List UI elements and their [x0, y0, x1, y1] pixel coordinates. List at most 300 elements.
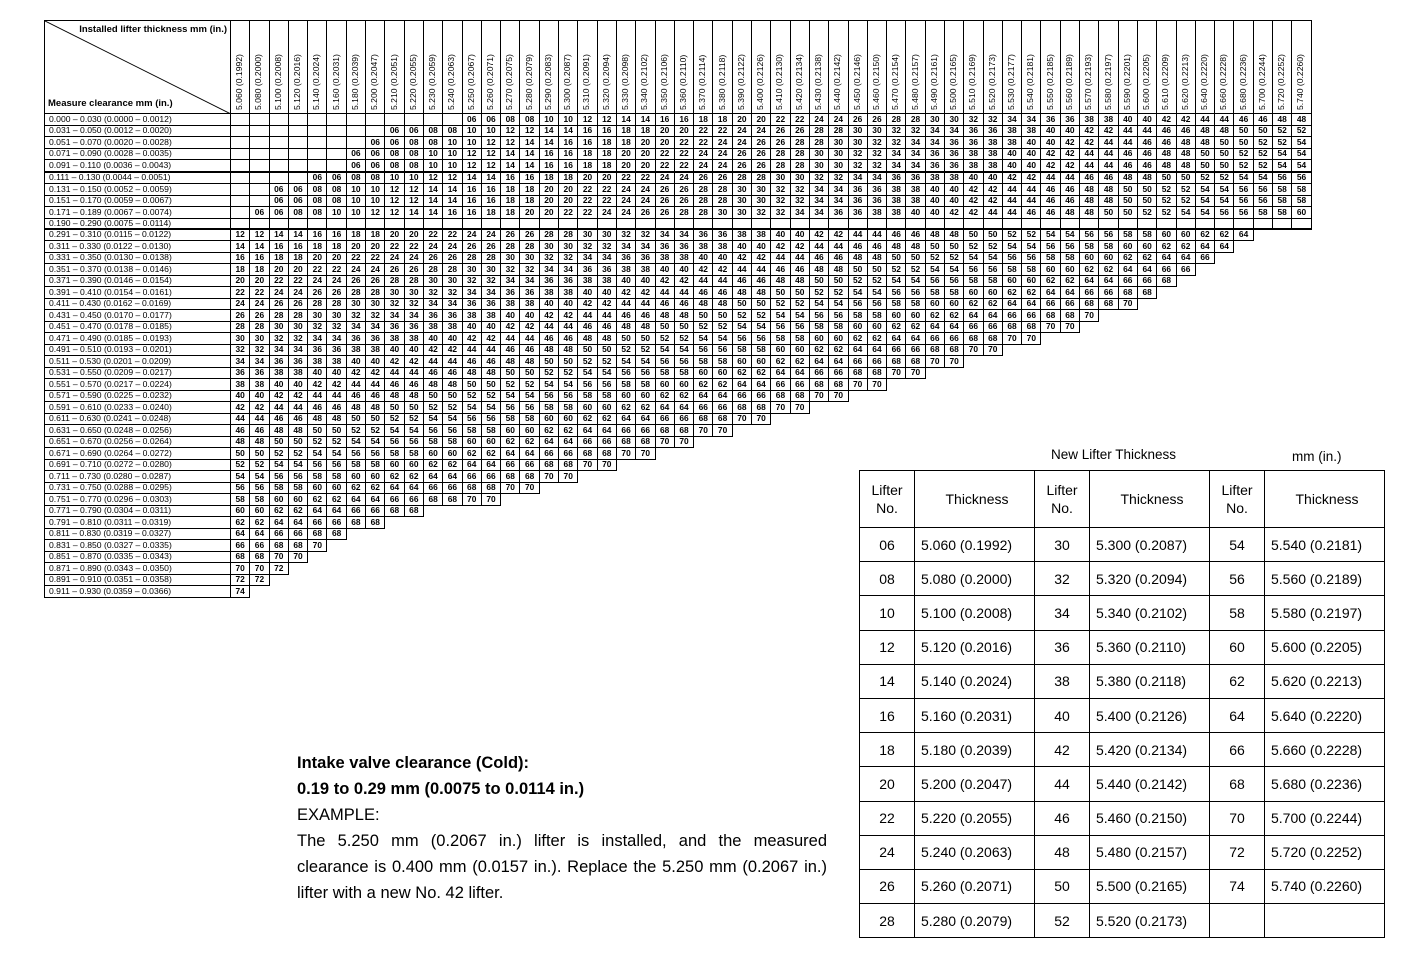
lifter-number-cell: 54	[694, 333, 713, 345]
lifter-number-cell: 66	[462, 471, 481, 483]
lifter-number-cell: 44	[752, 264, 771, 276]
lifter-number-cell: 44	[269, 402, 288, 414]
empty-cell	[1273, 367, 1292, 379]
empty-cell	[1195, 321, 1214, 333]
lifter-number-cell: 42	[423, 344, 442, 356]
lifter-number-cell: 16	[559, 148, 578, 160]
lifter-number-cell: 70	[848, 379, 867, 391]
lifter-number-cell: 64	[809, 356, 828, 368]
empty-cell	[983, 448, 1002, 460]
empty-cell	[809, 574, 828, 586]
lifter-number-cell: 52	[887, 264, 906, 276]
lifter-number-cell: 32	[443, 287, 462, 299]
lifter-number-cell: 40	[1022, 148, 1041, 160]
empty-cell	[867, 459, 886, 471]
empty-cell	[423, 517, 442, 529]
lifter-number-cell: 32	[520, 264, 539, 276]
lifter-number-cell: 06	[346, 148, 365, 160]
lifter-number-cell: 68	[906, 356, 925, 368]
lifter-number-cell: 40	[944, 184, 963, 196]
empty-cell	[809, 551, 828, 563]
lifter-number-cell: 16	[443, 207, 462, 219]
column-header	[250, 21, 269, 114]
lifter-number-cell: 68	[636, 436, 655, 448]
clearance-range-label: 0.051 – 0.070 (0.0020 – 0.0028)	[45, 137, 231, 149]
lifter-no-cell: 60	[1210, 630, 1265, 664]
lifter-number-cell: 26	[732, 148, 751, 160]
lifter-number-cell: 46	[501, 344, 520, 356]
lifter-number-cell: 26	[443, 252, 462, 264]
clearance-range-label: 0.791 – 0.810 (0.0311 – 0.0319)	[45, 517, 231, 529]
lifter-number-cell: 64	[288, 517, 307, 529]
lifter-number-cell: 20	[655, 137, 674, 149]
empty-cell	[501, 517, 520, 529]
empty-cell	[809, 563, 828, 575]
lifter-number-cell: 58	[501, 413, 520, 425]
lifter-number-cell: 32	[752, 207, 771, 219]
lifter-number-cell: 36	[674, 241, 693, 253]
lifter-number-cell: 42	[944, 207, 963, 219]
lifter-number-cell: 64	[964, 310, 983, 322]
lifter-number-cell: 12	[404, 195, 423, 207]
lifter-number-cell: 14	[423, 184, 442, 196]
lifter-number-cell: 44	[597, 310, 616, 322]
empty-cell	[1292, 298, 1311, 310]
lifter-number-cell: 46	[752, 275, 771, 287]
lifter-number-cell: 40	[346, 356, 365, 368]
empty-cell	[501, 505, 520, 517]
lifter-number-cell: 30	[732, 195, 751, 207]
empty-cell	[752, 586, 771, 598]
empty-cell	[366, 218, 385, 229]
lifter-number-cell: 14	[288, 229, 307, 241]
empty-cell	[1137, 321, 1156, 333]
lifter-number-cell: 62	[1080, 264, 1099, 276]
lifter-number-cell: 54	[944, 264, 963, 276]
empty-cell	[1292, 402, 1311, 414]
lifter-no-cell: 50	[1035, 869, 1090, 903]
empty-cell	[867, 436, 886, 448]
lifter-number-cell: 20	[616, 148, 635, 160]
column-header	[1002, 21, 1021, 114]
lifter-no-cell: 52	[1035, 904, 1090, 938]
lifter-number-cell: 50	[867, 264, 886, 276]
lifter-number-cell: 32	[790, 184, 809, 196]
lifter-number-cell: 64	[462, 459, 481, 471]
lifter-number-cell: 56	[443, 425, 462, 437]
lifter-number-cell: 36	[250, 367, 269, 379]
empty-cell	[404, 218, 423, 229]
table-row	[45, 137, 1312, 149]
empty-cell	[1195, 367, 1214, 379]
empty-cell	[1137, 333, 1156, 345]
lifter-number-cell: 30	[771, 172, 790, 184]
lifter-no-cell: 72	[1210, 835, 1265, 869]
lifter-number-cell: 50	[1137, 184, 1156, 196]
empty-cell	[1080, 344, 1099, 356]
lifter-number-cell: 32	[539, 252, 558, 264]
lifter-number-cell: 16	[250, 252, 269, 264]
empty-cell	[597, 505, 616, 517]
lifter-number-cell: 60	[809, 333, 828, 345]
empty-cell	[1022, 356, 1041, 368]
lifter-number-cell: 68	[771, 390, 790, 402]
column-header-label: 5.490 (0.2161)	[928, 54, 939, 110]
column-header	[559, 21, 578, 114]
lifter-number-cell: 28	[520, 241, 539, 253]
lifter-number-cell: 50	[655, 321, 674, 333]
lifter-number-cell: 62	[423, 459, 442, 471]
lifter-number-cell: 50	[559, 356, 578, 368]
empty-cell	[327, 563, 346, 575]
empty-cell	[1137, 218, 1156, 229]
lifter-number-cell: 48	[1292, 114, 1311, 126]
empty-cell	[694, 459, 713, 471]
empty-cell	[481, 528, 500, 540]
lifter-number-cell: 30	[752, 184, 771, 196]
empty-cell	[443, 114, 462, 126]
empty-cell	[790, 517, 809, 529]
empty-cell	[674, 471, 693, 483]
lifter-number-cell: 48	[1118, 172, 1137, 184]
lifter-number-cell: 32	[867, 148, 886, 160]
empty-cell	[1002, 425, 1021, 437]
lifter-number-cell: 48	[423, 379, 442, 391]
lifter-number-cell: 50	[1234, 125, 1253, 137]
lifter-number-cell: 64	[1157, 252, 1176, 264]
lifter-number-cell: 18	[250, 264, 269, 276]
lifter-number-cell: 12	[462, 148, 481, 160]
clearance-range-label: 0.131 – 0.150 (0.0052 – 0.0059)	[45, 184, 231, 196]
lifter-number-cell: 32	[790, 195, 809, 207]
lifter-number-cell: 46	[288, 413, 307, 425]
empty-cell	[1176, 402, 1195, 414]
empty-cell	[829, 448, 848, 460]
empty-cell	[327, 586, 346, 598]
empty-cell	[1099, 218, 1118, 229]
lifter-number-cell: 18	[520, 184, 539, 196]
lifter-number-cell: 70	[288, 551, 307, 563]
column-header	[732, 21, 751, 114]
column-header-label: 5.570 (0.2193)	[1083, 54, 1094, 110]
column-header-label: 5.280 (0.2079)	[523, 54, 534, 110]
lifter-number-cell: 44	[694, 275, 713, 287]
empty-cell	[1060, 413, 1079, 425]
lifter-number-cell: 52	[1234, 148, 1253, 160]
lifter-number-cell: 36	[1060, 114, 1079, 126]
lifter-number-cell: 66	[366, 505, 385, 517]
empty-cell	[790, 471, 809, 483]
column-header-label: 5.700 (0.2244)	[1256, 54, 1267, 110]
lifter-number-cell: 52	[250, 459, 269, 471]
lifter-number-cell: 62	[1002, 287, 1021, 299]
lifter-number-cell: 48	[1176, 148, 1195, 160]
lifter-number-cell: 38	[520, 298, 539, 310]
lifter-number-cell: 54	[636, 356, 655, 368]
empty-cell	[1234, 310, 1253, 322]
clearance-range-label: 0.331 – 0.350 (0.0130 – 0.0138)	[45, 252, 231, 264]
empty-cell	[713, 563, 732, 575]
column-header-label: 5.680 (0.2236)	[1237, 54, 1248, 110]
empty-cell	[1176, 367, 1195, 379]
lifter-number-cell: 16	[520, 172, 539, 184]
thickness-cell: 5.580 (0.2197)	[1265, 596, 1385, 630]
column-header	[867, 21, 886, 114]
lifter-number-cell: 34	[809, 207, 828, 219]
lifter-number-cell: 26	[752, 137, 771, 149]
lifter-number-cell: 26	[481, 241, 500, 253]
clearance-range-label: 0.851 – 0.870 (0.0335 – 0.0343)	[45, 551, 231, 563]
column-header-label: 5.220 (0.2055)	[407, 54, 418, 110]
empty-cell	[423, 574, 442, 586]
lifter-number-cell: 42	[269, 390, 288, 402]
lifter-number-cell: 48	[887, 241, 906, 253]
empty-cell	[829, 413, 848, 425]
empty-cell	[1137, 344, 1156, 356]
lifter-number-cell: 66	[231, 540, 250, 552]
empty-cell	[867, 402, 886, 414]
lifter-number-cell: 34	[366, 321, 385, 333]
lifter-number-cell: 40	[1060, 125, 1079, 137]
empty-cell	[1060, 390, 1079, 402]
column-header	[443, 21, 462, 114]
empty-cell	[1195, 310, 1214, 322]
lifter-number-cell: 20	[636, 160, 655, 172]
empty-cell	[501, 494, 520, 506]
empty-cell	[771, 540, 790, 552]
lifter-number-cell: 52	[713, 321, 732, 333]
empty-cell	[790, 586, 809, 598]
lifter-number-cell: 22	[327, 264, 346, 276]
lifter-number-cell: 22	[771, 114, 790, 126]
column-header	[809, 21, 828, 114]
lifter-number-cell: 68	[887, 356, 906, 368]
lifter-number-cell: 20	[616, 160, 635, 172]
lifter-number-cell: 06	[308, 172, 327, 184]
empty-cell	[559, 218, 578, 229]
empty-cell	[752, 505, 771, 517]
empty-cell	[829, 563, 848, 575]
lifter-number-cell: 10	[539, 114, 558, 126]
empty-cell	[1292, 356, 1311, 368]
empty-cell	[655, 528, 674, 540]
lifter-number-cell: 64	[1176, 252, 1195, 264]
empty-cell	[790, 563, 809, 575]
empty-cell	[809, 482, 828, 494]
lifter-number-cell: 68	[1099, 298, 1118, 310]
lifter-number-cell: 22	[288, 275, 307, 287]
lifter-number-cell: 56	[906, 287, 925, 299]
lifter-number-cell: 54	[790, 310, 809, 322]
lifter-number-cell: 06	[288, 184, 307, 196]
empty-cell	[1137, 298, 1156, 310]
lifter-number-cell: 34	[790, 207, 809, 219]
lifter-number-cell: 44	[1002, 207, 1021, 219]
lifter-number-cell: 44	[1099, 137, 1118, 149]
empty-cell	[771, 471, 790, 483]
empty-cell	[1273, 287, 1292, 299]
column-header-label: 5.120 (0.2016)	[292, 54, 303, 110]
lifter-number-cell: 42	[481, 333, 500, 345]
lifter-number-cell: 36	[269, 356, 288, 368]
lifter-number-cell: 06	[288, 195, 307, 207]
lifter-number-cell: 30	[829, 148, 848, 160]
lifter-number-cell: 52	[655, 333, 674, 345]
empty-cell	[1099, 310, 1118, 322]
lifter-number-cell: 10	[346, 184, 365, 196]
lifter-number-cell: 46	[327, 402, 346, 414]
lifter-number-cell: 62	[288, 505, 307, 517]
lifter-number-cell: 22	[674, 137, 693, 149]
lifter-number-cell: 54	[1176, 207, 1195, 219]
lifter-number-cell: 28	[694, 207, 713, 219]
empty-cell	[655, 517, 674, 529]
lifter-number-cell: 44	[983, 207, 1002, 219]
lifter-number-cell: 26	[790, 125, 809, 137]
empty-cell	[1273, 459, 1292, 471]
lifter-number-cell: 30	[732, 184, 751, 196]
empty-cell	[520, 574, 539, 586]
lifter-number-cell: 20	[578, 172, 597, 184]
lifter-number-cell: 12	[481, 137, 500, 149]
lifter-number-cell: 66	[520, 459, 539, 471]
empty-cell	[327, 160, 346, 172]
table-row	[45, 229, 1312, 241]
empty-cell	[694, 517, 713, 529]
lifter-number-cell: 70	[983, 344, 1002, 356]
column-header	[385, 21, 404, 114]
empty-cell	[636, 586, 655, 598]
empty-cell	[1080, 379, 1099, 391]
lifter-number-cell: 26	[231, 310, 250, 322]
lifter-number-cell: 18	[327, 241, 346, 253]
empty-cell	[269, 586, 288, 598]
empty-cell	[1195, 413, 1214, 425]
empty-cell	[366, 586, 385, 598]
empty-cell	[848, 425, 867, 437]
lifter-number-cell: 36	[404, 321, 423, 333]
lifter-number-cell: 20	[539, 207, 558, 219]
column-header-label: 5.580 (0.2197)	[1102, 54, 1113, 110]
lifter-number-cell: 08	[443, 125, 462, 137]
lifter-number-cell: 38	[674, 252, 693, 264]
lifter-number-cell: 56	[636, 367, 655, 379]
empty-cell	[674, 563, 693, 575]
column-header	[790, 21, 809, 114]
lifter-no-cell: 56	[1210, 562, 1265, 596]
lifter-number-cell: 36	[964, 137, 983, 149]
column-header	[423, 21, 442, 114]
empty-cell	[1195, 379, 1214, 391]
lifter-number-cell: 48	[1060, 207, 1079, 219]
lifter-number-cell: 38	[906, 184, 925, 196]
table-row	[860, 596, 1385, 630]
empty-cell	[790, 505, 809, 517]
lifter-number-cell: 50	[366, 413, 385, 425]
lifter-number-cell: 60	[867, 321, 886, 333]
lifter-number-cell: 64	[790, 367, 809, 379]
lifter-number-cell: 58	[809, 321, 828, 333]
lifter-number-cell: 66	[1157, 264, 1176, 276]
empty-cell	[1253, 310, 1272, 322]
lifter-number-cell: 42	[771, 241, 790, 253]
lifter-number-cell: 66	[713, 402, 732, 414]
lifter-number-cell: 46	[346, 390, 365, 402]
lifter-number-cell: 38	[655, 252, 674, 264]
empty-cell	[1022, 402, 1041, 414]
lifter-number-cell: 44	[423, 356, 442, 368]
lifter-number-cell: 34	[674, 229, 693, 241]
clearance-range-label: 0.811 – 0.830 (0.0319 – 0.0327)	[45, 528, 231, 540]
empty-cell	[636, 459, 655, 471]
lifter-number-cell: 24	[713, 160, 732, 172]
column-header-label: 5.300 (0.2087)	[562, 54, 573, 110]
lifter-number-cell: 22	[578, 184, 597, 196]
lifter-number-cell: 16	[655, 114, 674, 126]
lifter-number-cell: 48	[771, 275, 790, 287]
lifter-number-cell: 24	[443, 241, 462, 253]
lifter-number-cell: 58	[983, 275, 1002, 287]
empty-cell	[308, 563, 327, 575]
lifter-number-cell: 08	[404, 160, 423, 172]
empty-cell	[1157, 218, 1176, 229]
empty-cell	[366, 114, 385, 126]
lifter-number-cell: 56	[694, 344, 713, 356]
empty-cell	[1234, 402, 1253, 414]
table-row	[860, 767, 1385, 801]
lifter-number-cell: 22	[578, 207, 597, 219]
lifter-no-cell: 14	[860, 664, 915, 698]
lifter-number-cell: 50	[983, 229, 1002, 241]
lifter-number-cell: 08	[288, 207, 307, 219]
lifter-number-cell: 56	[597, 379, 616, 391]
lifter-number-cell: 10	[462, 125, 481, 137]
lifter-number-cell: 48	[385, 390, 404, 402]
empty-cell	[1234, 436, 1253, 448]
lifter-number-cell: 18	[520, 195, 539, 207]
lifter-number-cell: 44	[790, 252, 809, 264]
lifter-number-cell: 38	[616, 264, 635, 276]
empty-cell	[983, 379, 1002, 391]
lifter-number-cell: 62	[269, 505, 288, 517]
lifter-number-cell: 50	[462, 379, 481, 391]
lifter-number-cell: 60	[481, 436, 500, 448]
lifter-number-cell: 30	[385, 287, 404, 299]
lifter-number-cell: 42	[346, 367, 365, 379]
lifter-number-cell: 36	[887, 172, 906, 184]
lifter-number-cell: 34	[539, 264, 558, 276]
lifter-number-cell: 60	[983, 287, 1002, 299]
lifter-number-cell: 46	[636, 310, 655, 322]
lifter-number-cell: 42	[732, 252, 751, 264]
empty-cell	[539, 482, 558, 494]
empty-cell	[1253, 413, 1272, 425]
lifter-number-cell: 20	[404, 229, 423, 241]
column-header	[616, 21, 635, 114]
lifter-number-cell: 50	[829, 275, 848, 287]
lifter-number-cell: 52	[829, 287, 848, 299]
empty-cell	[1292, 413, 1311, 425]
lifter-number-cell: 64	[829, 356, 848, 368]
lifter-number-cell: 26	[694, 172, 713, 184]
empty-cell	[231, 137, 250, 149]
empty-cell	[1080, 436, 1099, 448]
lifter-number-cell: 52	[1253, 137, 1272, 149]
lifter-number-cell: 34	[308, 333, 327, 345]
lifter-number-cell: 50	[1157, 172, 1176, 184]
thickness-cell: 5.720 (0.2252)	[1265, 835, 1385, 869]
empty-cell	[385, 574, 404, 586]
